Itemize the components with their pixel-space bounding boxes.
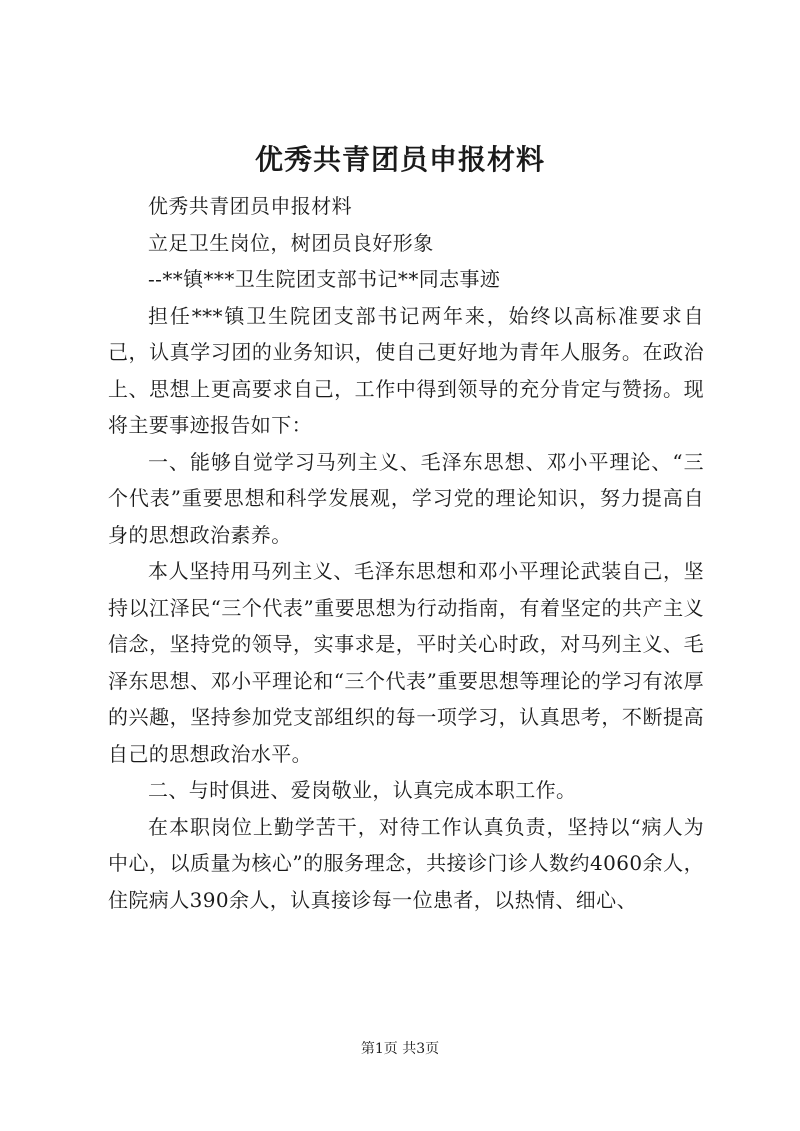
document-body [108,188,704,918]
paragraph-section-2-heading: 二、与时俱进、爱岗敬业，认真完成本职工作。 [148,778,577,802]
paragraph-intro: 担任***镇卫生院团支部书记两年来，始终以高标准要求自己，认真学习团的业务知识，使自己更好地为青年人服务。在政治上、思想上更高要求自己，工作中得到领导的充分肯定与赞扬。现将主要事迹报告如下： [108,303,704,437]
paragraph-section-1-heading: 一、能够自觉学习马列主义、毛泽东思想、邓小平理论、“三个代表”重要思想和科学发展观，学习党的理论知识，努力提高自身的思想政治素养。 [108,449,704,547]
paragraph-subtitle: 优秀共青团员申报材料 [148,194,352,218]
paragraph-byline: --**镇***卫生院团支部书记**同志事迹 [148,267,501,291]
paragraph-section-2-body: 在本职岗位上勤学苦干，对待工作认真负责，坚持以“病人为中心，以质量为核心”的服务理念，共接诊门诊人数约4060余人，住院病人390余人，认真接诊每一位患者，以热情、细心、 [108,814,704,912]
document-title: 优秀共青团员申报材料 [254,143,545,176]
paragraph-slogan: 立足卫生岗位，树团员良好形象 [148,230,434,255]
paragraph-section-1-body: 本人坚持用马列主义、毛泽东思想和邓小平理论武装自己，坚持以江泽民“三个代表”重要思想为行动指南，有着坚定的共产主义信念，坚持党的领导，实事求是，平时关心时政，对马列主义、毛泽东思想、邓小平理论和“三个代表”重要思想等理论的学习有浓厚的兴趣，坚持参加党支部组织的每一项学习，认真思考，不断提高自己的思想政治水平。 [108,559,704,766]
page-footer: 第1页 共3页 [360,1041,440,1057]
